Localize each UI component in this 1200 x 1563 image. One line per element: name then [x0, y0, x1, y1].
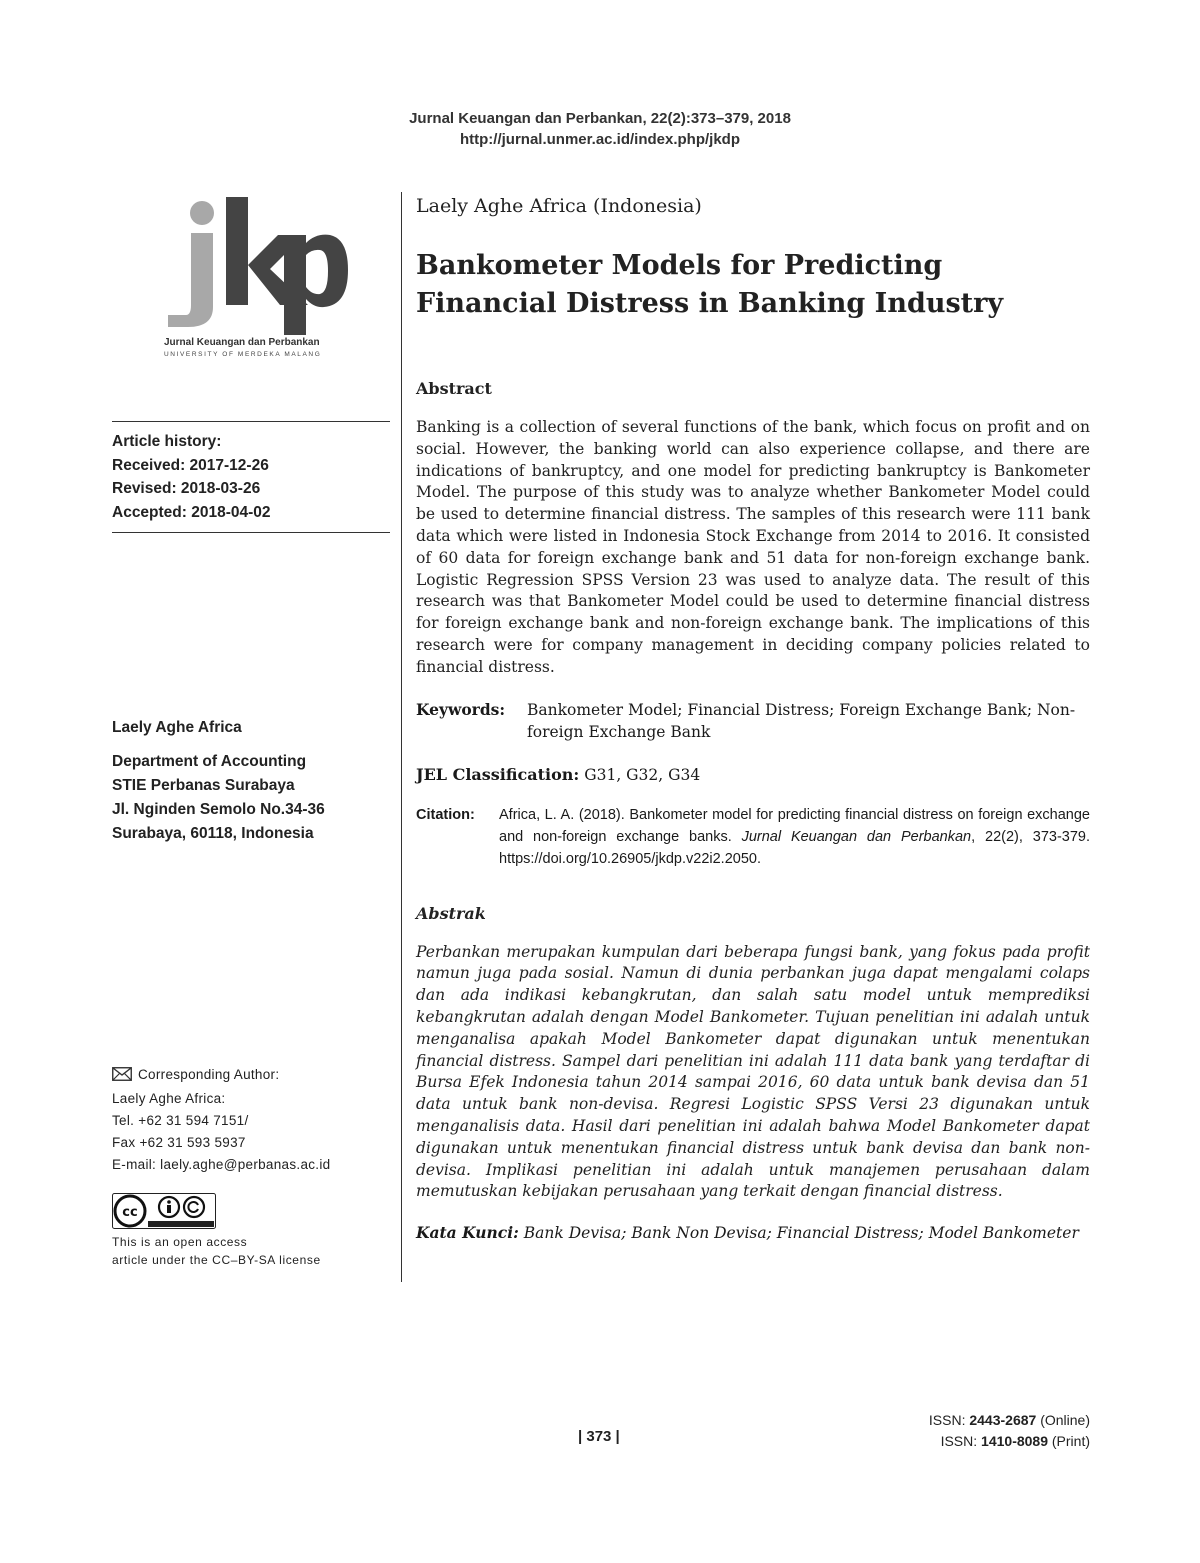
- journal-citation: Jurnal Keuangan dan Perbankan, 22(2):373–379, 2018: [409, 110, 791, 127]
- keywords-label: Keywords:: [416, 699, 506, 719]
- citation: [416, 804, 1090, 870]
- article-history: [112, 430, 271, 524]
- issn-print-suffix: (Print): [1048, 1433, 1090, 1449]
- paper-title: Bankometer Models for Predicting Financial Distress in Banking Industry: [416, 250, 1004, 319]
- issn-print: [929, 1431, 1090, 1452]
- jel-classification: [416, 765, 1090, 784]
- jel-label: JEL Classification:: [416, 764, 580, 784]
- author-city: Surabaya, 60118, Indonesia: [112, 825, 314, 842]
- page-number: | 373 |: [578, 1428, 620, 1445]
- issn-print-label: ISSN:: [940, 1433, 982, 1449]
- jkp-logo-mark: [158, 195, 348, 335]
- issn-online-label: ISSN:: [928, 1412, 970, 1428]
- corresponding-author: [112, 1064, 330, 1176]
- citation-journal: Jurnal Keuangan dan Perbankan: [741, 828, 972, 845]
- citation-post[interactable]: , 22(2), 373-379. https://doi.org/10.26905/jkdp.v22i2.2050.: [499, 828, 1090, 867]
- issn-online-number: 2443-2687: [969, 1412, 1037, 1428]
- revised-date: Revised: 2018-03-26: [112, 480, 261, 497]
- article-main: [416, 195, 1090, 1242]
- cc-by-sa-badge[interactable]: [112, 1193, 216, 1229]
- journal-logo: [158, 195, 348, 365]
- license-text: [112, 1233, 321, 1269]
- journal-url[interactable]: http://jurnal.unmer.ac.id/index.php/jkdp: [459, 131, 741, 148]
- abstrak-heading: Abstrak: [416, 903, 486, 923]
- kata-kunci: [416, 1223, 1090, 1242]
- accepted-date: Accepted: 2018-04-02: [112, 503, 271, 521]
- author-name: Laely Aghe Africa: [112, 719, 242, 736]
- license-line-1: This is an open access: [112, 1235, 248, 1249]
- abstrak-text: Perbankan merupakan kumpulan dari beberapa fungsi bank, yang fokus pada profit namun juga pada sosial. Namun di dunia perbankan juga dapat mengalami colaps dan ada indikasi kebangkrutan, dan salah satu model untuk memprediksi kebangkrutan adalah dengan Model Bankometer. Tujuan penelitian ini adalah untuk menganalisa apakah Model Bankometer dapat digunakan untuk menentukan financial distress. Sampel dari penelitian ini adalah 111 data bank yang terdaftar di Bursa Efek Indonesia tahun 2014 sampai 2016, 60 data untuk bank devisa dan 51 data untuk bank non-devisa. Regresi Logistic SPSS Versi 23 digunakan untuk menganalisis data. Hasil dari penelitian ini adalah bahwa Model Bankometer dapat digunakan untuk menentukan financial distress untuk bank devisa dan bank non-devisa. Implikasi penelitian ini adalah untuk manajemen perusahaan dalam memutuskan kebijakan perusahaan yang terkait dengan financial distress.: [416, 942, 1090, 1201]
- abstract-heading: Abstract: [416, 379, 492, 398]
- kata-kunci-label: Kata Kunci:: [416, 1223, 519, 1243]
- corresponding-name: Laely Aghe Africa:: [112, 1091, 226, 1106]
- corresponding-email[interactable]: E-mail: laely.aghe@perbanas.ac.id: [112, 1157, 331, 1172]
- corresponding-label: Corresponding Author:: [138, 1067, 280, 1082]
- issn-block: [929, 1410, 1090, 1452]
- kata-kunci-text: Bank Devisa; Bank Non Devisa; Financial Distress; Model Bankometer: [523, 1224, 1079, 1243]
- citation-pre: Africa, L. A. (2018). Bankometer model for predicting financial distress on foreign exchange and non-foreign exchange banks.: [499, 806, 1090, 845]
- issn-online-suffix: (Online): [1036, 1412, 1090, 1428]
- author-line: Laely Aghe Africa (Indonesia): [416, 195, 702, 217]
- author-department: Department of Accounting: [112, 753, 307, 770]
- citation-text: [499, 804, 1090, 870]
- keywords: [416, 699, 1090, 743]
- abstract-text: Banking is a collection of several functions of the bank, which focus on profit and on social. However, the banking world can also experience collapse, and there are indications of bankruptcy, and one model for predicting bankruptcy is Bankometer Model. The purpose of this study was to analyze whether Bankometer Model could be used to determine financial distress. The samples of this research were 111 bank data which were listed in Indonesia Stock Exchange from 2014 to 2016. It consisted of 60 data for foreign exchange bank and 51 data for non-foreign exchange bank. Logistic Regression SPSS Version 23 was used to analyze data. The result of this research was that Bankometer Model could be used to determine financial distress for foreign exchange bank and non-foreign exchange bank. The implications of this research were for company management in deciding company policies related to financial distress.: [416, 418, 1090, 676]
- citation-label: Citation:: [416, 806, 475, 823]
- corresponding-tel: Tel. +62 31 594 7151/: [112, 1113, 249, 1128]
- issn-print-number: 1410-8089: [981, 1433, 1048, 1449]
- received-date: Received: 2017-12-26: [112, 456, 269, 474]
- rule-top: [112, 421, 390, 422]
- license-line-2: article under the CC–BY-SA license: [112, 1253, 321, 1267]
- article-history-heading: Article history:: [112, 433, 222, 450]
- rule-bottom: [112, 532, 390, 533]
- journal-header: [0, 110, 1200, 148]
- logo-caption-name: Jurnal Keuangan dan Perbankan: [164, 337, 320, 348]
- issn-online: [929, 1410, 1090, 1431]
- corresponding-fax: Fax +62 31 593 5937: [112, 1135, 246, 1150]
- svg-text:cc: cc: [122, 1205, 138, 1220]
- author-street: Jl. Nginden Semolo No.34-36: [112, 801, 325, 818]
- envelope-icon: [112, 1066, 132, 1088]
- author-institution: STIE Perbanas Surabaya: [112, 777, 295, 794]
- keywords-text: Bankometer Model; Financial Distress; Foreign Exchange Bank; Non-foreign Exchange Bank: [527, 700, 1076, 741]
- jel-codes: G31, G32, G34: [584, 765, 701, 784]
- author-affiliation: [112, 716, 325, 846]
- logo-caption-university: UNIVERSITY OF MERDEKA MALANG: [164, 351, 322, 358]
- column-divider: [401, 192, 402, 1282]
